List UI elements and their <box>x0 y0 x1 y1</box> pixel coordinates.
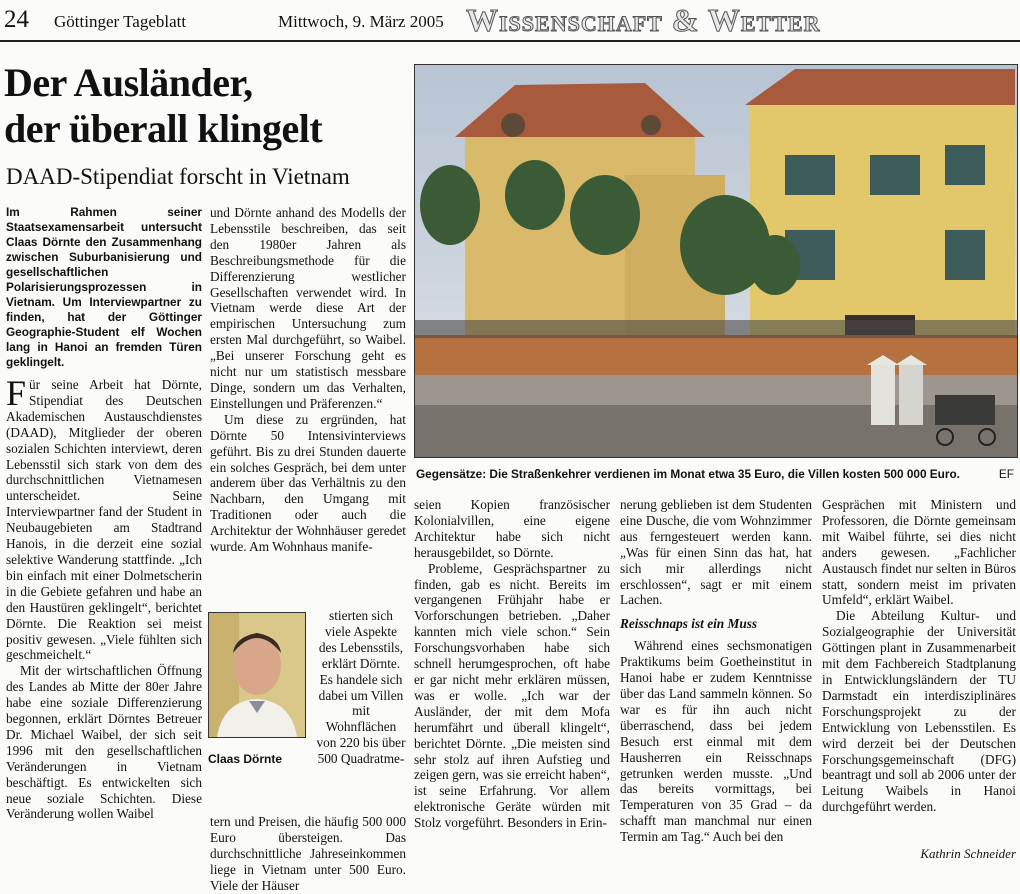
newspaper-name: Göttinger Tageblatt <box>54 12 187 31</box>
photo-caption-text: Gegensätze: Die Straßenkehrer verdienen im Monat etwa 35 Euro, die Villen kosten 500 000 Euro. <box>416 467 960 481</box>
page-number: 24 <box>4 6 29 33</box>
paragraph <box>6 373 202 663</box>
text-column-2-tail <box>210 814 406 893</box>
page-header <box>0 0 1020 40</box>
villa-photo <box>414 64 1018 458</box>
text-column-1 <box>6 373 202 865</box>
header-rule <box>0 40 1020 42</box>
paragraph-text: ür seine Arbeit hat Dörnte, Stipendiat des Deutschen Akademischen Austauschdienstes (DAAD), Mitglieder der oberen sozialen Schichten interviewt, deren Lebensstil sich stark von dem des durchschnittlichen Vietnamesen unterscheidet. Seine Interviewpartner fand der Student in Neubaugebieten am Stadtrand Hanois, in die derzeit eine sozial selektive Wanderung stattfinde. „Ich bin einfach mit einer Dolmetscherin in die Gebiete gefahren und habe an den Haustüren geklingelt“, berichtet Dörnte. Die Reaktion sei meist positiv gewesen. „Viele fühlten sich geschmeichelt.“ <box>6 377 202 663</box>
headline-line-1: Der Ausländer, <box>4 60 253 105</box>
portrait-caption: Claas Dörnte <box>208 752 283 766</box>
section-subheading: Reisschnaps ist ein Muss <box>620 616 758 632</box>
text-column-5 <box>822 497 1016 847</box>
headline <box>4 60 404 152</box>
portrait-photo <box>208 612 306 738</box>
text-column-2 <box>210 205 406 608</box>
text-column-4 <box>620 497 812 865</box>
author-byline: Kathrin Schneider <box>920 846 1016 861</box>
paragraph: Die Abteilung Kultur- und Sozialgeographie der Universität Göttingen plant in Zusammenarbeit mit dem Fachbereich Stadtplanung in Entwicklungsländern der TU Darmstadt ein interdisziplinäres Forschungsprojekt zu der Entwicklung von Lebensstilen. Es wird derzeit bei der Deutschen Forschungsgemeinschaft (DFG) beantragt und soll ab 2006 unter der Leitung Waibels in Hanoi durchgeführt werden. <box>822 608 1016 815</box>
lead-paragraph: Im Rahmen seiner Staatsexamensarbeit untersucht Claas Dörnte den Zusammenhang zwischen Suburbanisierung und gesellschaftlichen Polarisierungsprozessen in Vietnam. Um Interviewpartner zu finden, hat der Göttinger Geographie-Student elf Wochen lang in Hanoi an fremden Türen geklingelt. <box>6 205 202 369</box>
portrait-illustration <box>209 613 305 737</box>
paragraph: seien Kopien französischer Kolonialvillen, eine eigene Architektur habe sich nicht herausgebildet, so Dörnte. <box>414 497 610 560</box>
paragraph: und Dörnte anhand des Modells der Lebensstile beschreiben, das seit den 1980er Jahren als Beschreibungsmethode für die Differenzierung westlicher Gesellschaften verwendet wird. In Vietnam werde diese Art der empirischen Untersuchung zum ersten Mal durchgeführt, so Waibel. „Bei unserer Forschung geht es nicht nur um statistisch messbare Dinge, sondern um das Verhalten, Einstellungen und Präferenzen.“ <box>210 205 406 411</box>
photo-caption <box>416 467 1016 481</box>
text-column-3 <box>414 497 610 865</box>
paragraph: Während eines sechsmonatigen Praktikums beim Goetheinstitut in Hanoi habe er zudem Kenntnisse über das Land sammeln können. So war es für ihn auch nicht überraschend, dass bei jedem Besuch erst einmal mit dem Hausherren ein Reisschnaps getrunken werden musste. „Und das bereits vormittags, bei Temperaturen von 35 Grad – da schafft man manchmal nur einen Termin am Tag.“ Auch bei den <box>620 638 812 845</box>
paragraph: nerung geblieben ist dem Studenten eine Dusche, die vom Wohnzimmer aus ferngesteuert werden kann. „Was für einen Sinn das hat, hat sich mir allerdings nicht erschlossen“, sagt er mit einem Lachen. <box>620 497 812 608</box>
headline-line-2: der überall klingelt <box>4 106 323 151</box>
paragraph: Um diese zu ergründen, hat Dörnte 50 Intensivinterviews geführt. Bis zu drei Stunden dauerte ein solches Gespräch, bei dem unter anderem über das Verhältnis zu den Nachbarn, den Umgang mit Traditionen oder auch die Architektur der Wohnhäuser geredet wurde. Am Wohnhaus manife- <box>210 411 406 555</box>
paragraph: tern und Preisen, die häufig 500 000 Euro übersteigen. Das durchschnittliche Jahreseinkommen liege in Vietnam unter 500 Euro. Viele der Häuser <box>210 814 406 893</box>
drop-cap: F <box>6 373 27 413</box>
paragraph: Mit der wirtschaftlichen Öffnung des Landes ab Mitte der 80er Jahre habe eine soziale Differenzierung begonnen, erklärt Dörntes Betreuer Dr. Michael Waibel, der sich seit 1996 mit den gesellschaftlichen Veränderungen in Vietnam beschäftigt. Es entwickelten sich neue soziale Schichten. Diese Veränderung wollen Waibel <box>6 663 202 822</box>
paragraph: stierten sich viele Aspekte des Lebensstils, erklärt Dörnte. Es handele sich dabei um Villen mit Wohnflächen von 220 bis über 500 Quadratme- <box>316 608 406 767</box>
paragraph: Gesprächen mit Ministern und Professoren, die Dörnte gemeinsam mit Waibel führte, sei dies nicht anders gewesen. „Fachlicher Austausch findet nur selten in Büros statt, sondern meist im privaten Umfeld“, erklärt Waibel. <box>822 497 1016 608</box>
paragraph: Probleme, Gesprächspartner zu finden, gab es nicht. Bereits im vergangenen Frühjahr habe er Vorforschungen betrieben. „Daher kannten mich viele schon.“ Sein Forschungsvorhaben habe sich schnell herumgesprochen, oft habe er gar nicht mehr erklären müssen, was er wolle. „Ich war der Ausländer, der mit dem Mofa herumfährt und überall klingelt“, berichtet Dörnte. „Die meisten sind sehr stolz auf ihren Aufstieg und zeigen gern, was sie erreicht haben“, ist seine Erfahrung. Vor allem elektronische Geräte würden mit Stolz vorgeführt. Besonders in Erin- <box>414 560 610 831</box>
issue-date: Mittwoch, 9. März 2005 <box>278 12 444 31</box>
section-title: Wissenschaft & Wetter <box>466 2 821 38</box>
text-column-2-narrow <box>316 608 406 814</box>
subheadline: DAAD-Stipendiat forscht in Vietnam <box>6 164 350 189</box>
villa-photo-illustration <box>415 65 1017 457</box>
photo-credit: EF <box>998 467 1014 481</box>
